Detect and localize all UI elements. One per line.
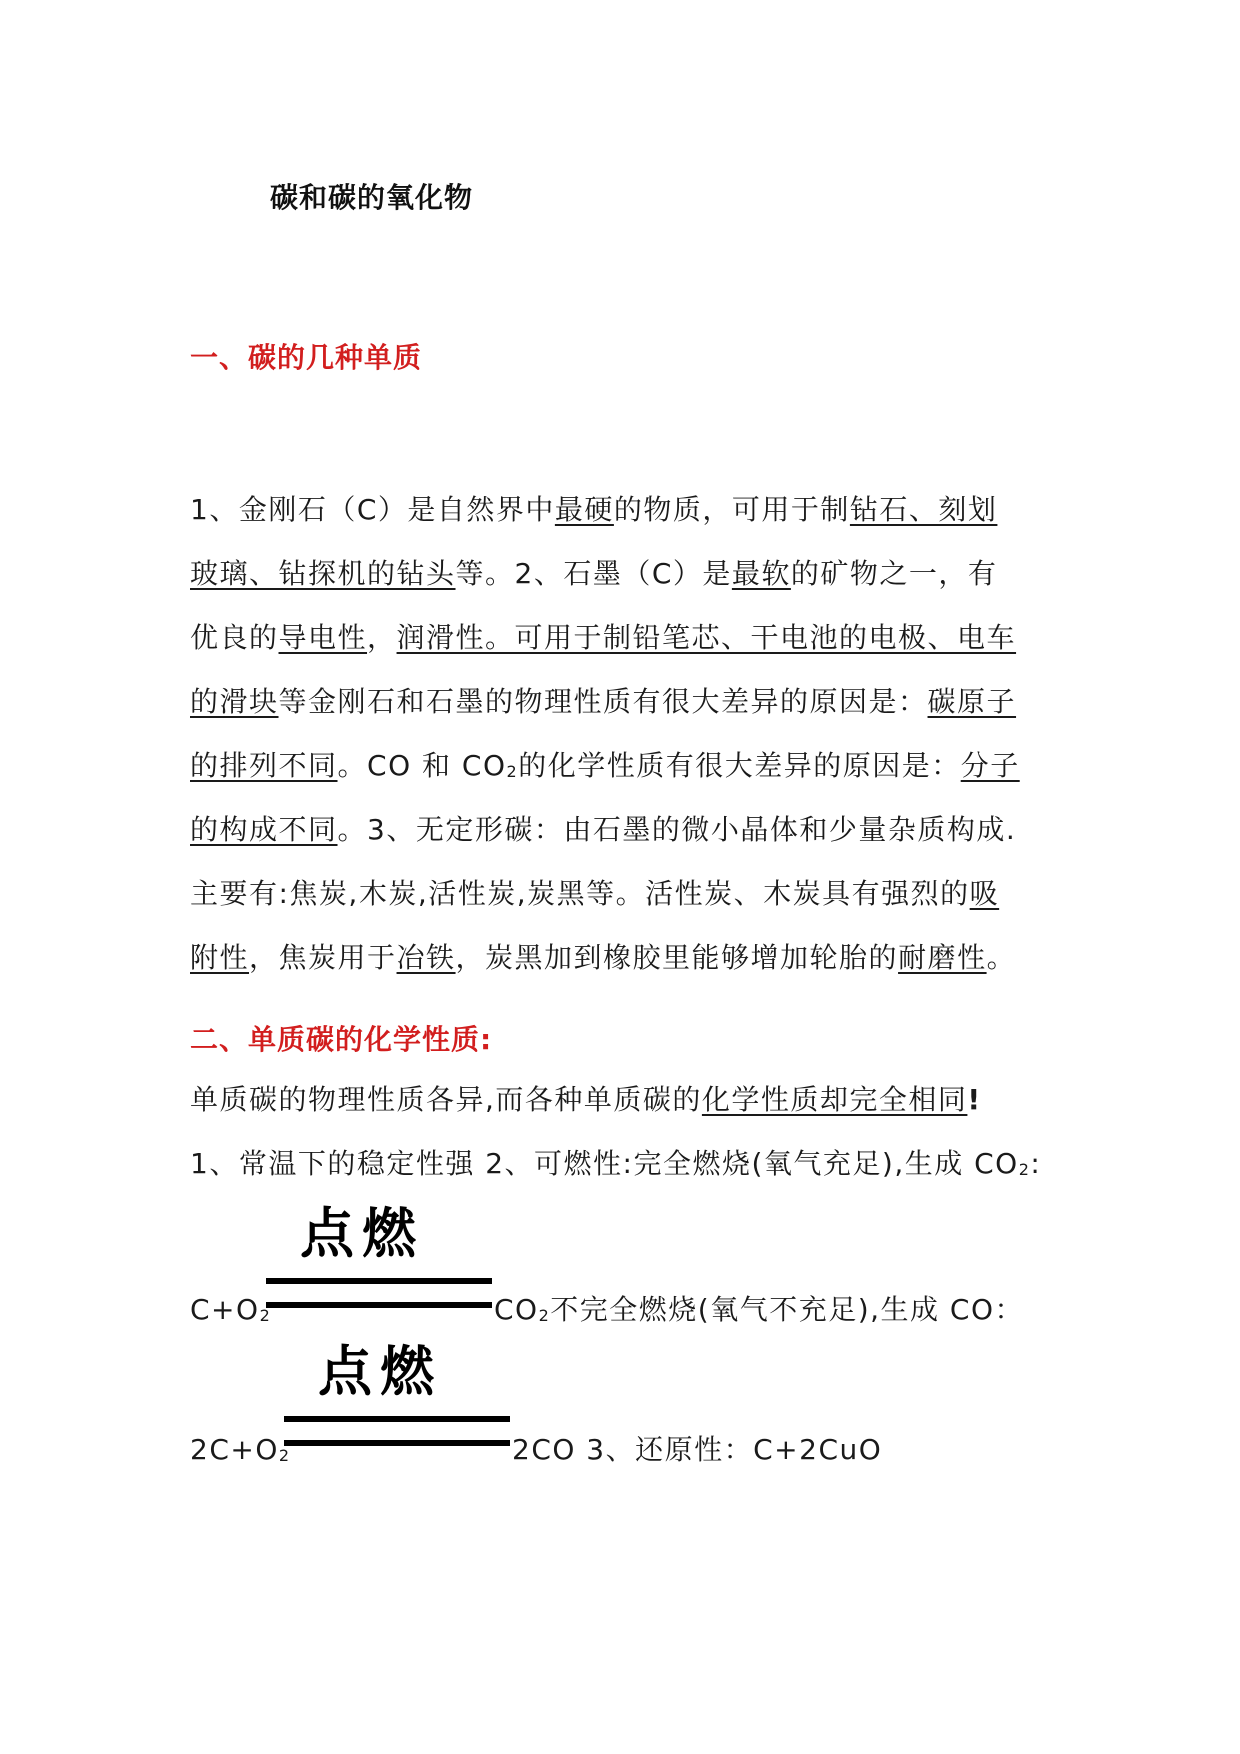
paragraph-line (190, 874, 999, 914)
underlined-term: 耐磨性 (898, 941, 987, 974)
text-span: 的物质，可用于制 (613, 493, 850, 526)
underlined-term: 导电性 (278, 621, 368, 654)
paragraph-line (190, 1080, 982, 1120)
text-span: 单质碳的物理性质各异,而各种单质碳的 (190, 1083, 702, 1116)
underlined-term: 吸 (969, 877, 1000, 910)
text-span: 。CO 和 CO (337, 749, 507, 782)
reaction-condition-ignite: 点燃 (300, 1202, 424, 1265)
underlined-term: 润滑性。可用于制铅笔芯、干电池的电极、电车 (396, 621, 1017, 654)
paragraph-line (190, 746, 1020, 792)
underlined-term: 附性 (190, 941, 250, 974)
underlined-term: 钻石、刻划 (849, 493, 998, 526)
text-span: 不完全燃烧(氧气不充足),生成 CO： (550, 1293, 1025, 1326)
underlined-term: 化学性质却完全相同 (701, 1083, 968, 1116)
section-heading-2: 二、单质碳的化学性质: (190, 1023, 493, 1056)
underlined-term: 分子 (960, 749, 1020, 782)
text-span: 。3、无定形碳：由石墨的微小晶体和少量杂质构成. (337, 813, 1017, 846)
subscript: 2 (259, 1306, 272, 1325)
paragraph-line (190, 618, 1016, 658)
text-span: : (1030, 1147, 1042, 1180)
paragraph-line (190, 1144, 1041, 1190)
equals-bar-top (266, 1278, 492, 1284)
text-span: 1、金刚石（C）是自然界中 (190, 493, 555, 526)
exclamation: ! (967, 1083, 982, 1116)
equals-bar-bottom (266, 1302, 492, 1308)
reactants: C+O (190, 1293, 260, 1326)
subscript: 2 (1018, 1160, 1031, 1179)
underlined-term: 冶铁 (396, 941, 456, 974)
equation-right (512, 1430, 882, 1470)
paragraph-line (190, 554, 997, 594)
paragraph-line (190, 810, 1016, 850)
underlined-term: 最硬 (554, 493, 614, 526)
subscript: 2 (538, 1306, 551, 1325)
text-span: 2CO 3、还原性：C+2CuO (512, 1433, 883, 1466)
equals-bar-bottom (284, 1440, 510, 1446)
paragraph-line (190, 490, 997, 530)
underlined-term: 的排列不同 (190, 749, 338, 782)
text-span: 主要有:焦炭,木炭,活性炭,炭黑等。活性炭、木炭具有强烈的 (190, 877, 970, 910)
text-span: 的化学性质有很大差异的原因是： (518, 749, 961, 782)
equation-left (190, 1430, 291, 1476)
text-span: 等。2、石墨（C）是 (455, 557, 732, 590)
equation-left (190, 1290, 271, 1336)
text-span: ， (367, 621, 397, 654)
text-span: 的矿物之一，有 (790, 557, 998, 590)
text-span: 等金刚石和石墨的物理性质有很大差异的原因是： (278, 685, 928, 718)
text-span: ，炭黑加到橡胶里能够增加轮胎的 (455, 941, 899, 974)
text-span: 优良的 (190, 621, 279, 654)
section-heading-1: 一、碳的几种单质 (190, 341, 423, 374)
underlined-term: 玻璃、钻探机的钻头 (190, 557, 456, 590)
subscript: 2 (278, 1446, 291, 1465)
underlined-term: 的滑块 (190, 685, 279, 718)
reactants: 2C+O (190, 1433, 279, 1466)
text-span: 1、常温下的稳定性强 2、可燃性:完全燃烧(氧气充足),生成 CO (190, 1147, 1019, 1180)
underlined-term: 碳原子 (927, 685, 1017, 718)
equation-right (494, 1290, 1024, 1336)
underlined-term: 的构成不同 (190, 813, 338, 846)
underlined-term: 最软 (731, 557, 791, 590)
subscript: 2 (506, 762, 519, 781)
text-span: 。 (986, 941, 1017, 974)
page-title: 碳和碳的氧化物 (270, 181, 474, 214)
reaction-condition-ignite: 点燃 (318, 1340, 442, 1403)
paragraph-line (190, 938, 1016, 978)
products: CO (494, 1293, 539, 1326)
paragraph-line (190, 682, 1016, 722)
text-span: ，焦炭用于 (249, 941, 397, 974)
equals-bar-top (284, 1416, 510, 1422)
